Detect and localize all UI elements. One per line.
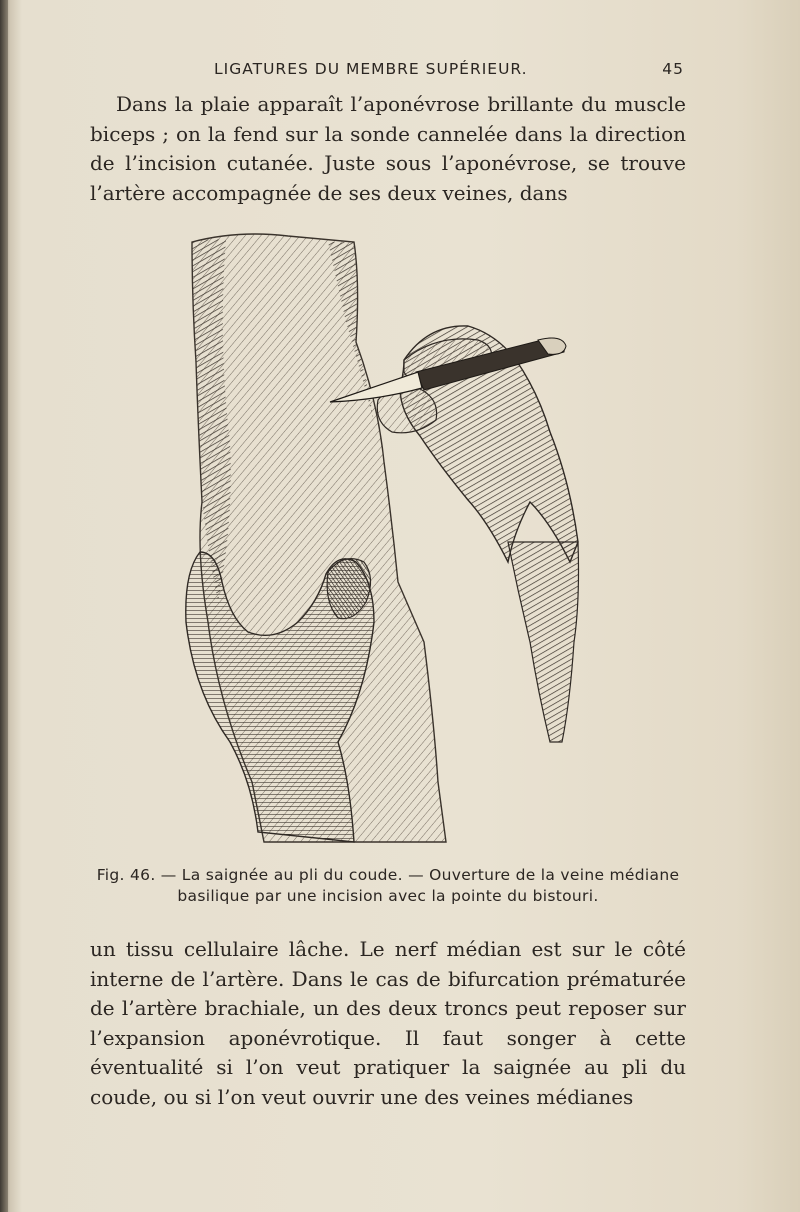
running-title: LIGATURES DU MEMBRE SUPÉRIEUR. <box>214 60 528 78</box>
figure-illustration <box>178 222 598 850</box>
figure-caption: Fig. 46. — La saignée au pli du coude. — Ouverture de la veine médiane basilique par une incision avec la pointe du bistouri. <box>96 866 680 905</box>
running-head <box>90 58 686 84</box>
book-spine-shadow <box>0 0 8 1212</box>
page-number: 45 <box>662 60 684 78</box>
paragraph-top: Dans la plaie apparaît l’aponévrose brillante du muscle biceps ; on la fend sur la sonde cannelée dans la direction de l’incision cutanée. Juste sous l’aponévrose, se trouve l’artère accompagnée de ses deux veines, dans <box>90 92 686 205</box>
paragraph-bottom: un tissu cellulaire lâche. Le nerf médian est sur le côté interne de l’artère. Dans le cas de bifurcation prématurée de l’artère brachiale, un des deux troncs peut reposer sur l’expansion aponévrotique. Il faut songer à cette éventualité si l’on veut pratiquer la saignée au pli du coude, ou si l’on veut ouvrir une des veines médianes <box>90 937 686 1109</box>
engraving-arm-scalpel-icon <box>178 222 598 850</box>
